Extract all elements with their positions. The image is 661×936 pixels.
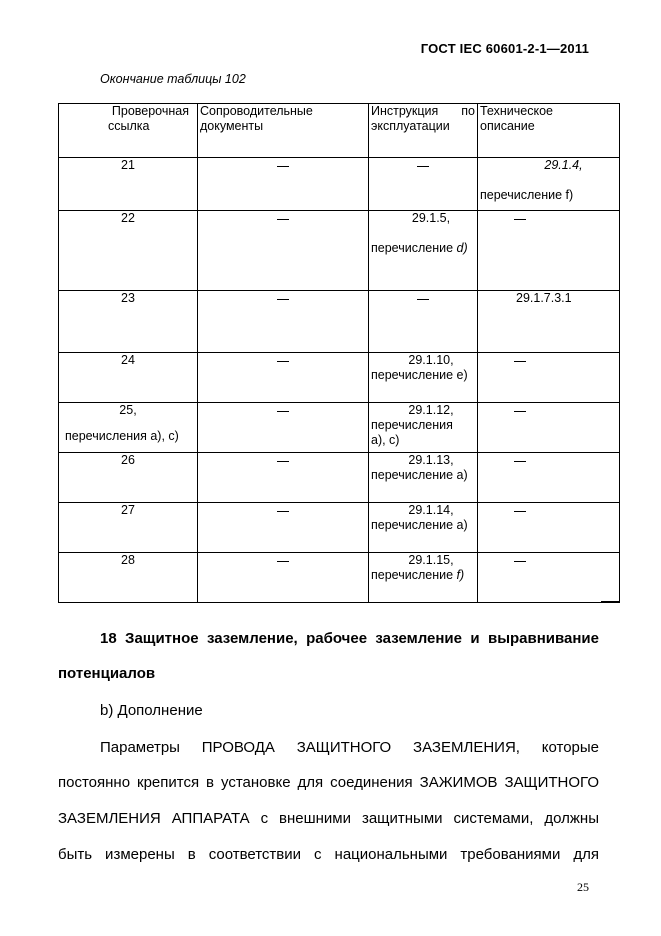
header-accompanying-docs [198,104,369,158]
cell-text: перечисление [371,568,457,582]
dash-cell [369,158,478,211]
ref-cell: 27 [59,503,198,553]
dash-cell [478,353,620,403]
dash-cell [198,211,369,291]
cell-text: d) [456,241,468,255]
dash-mark [417,299,429,300]
dash-mark [277,461,289,462]
cell-text: 29.1.10, [408,353,454,367]
manual-cell [369,503,478,553]
cell-text: 25, [119,403,137,417]
dash-mark [514,561,526,562]
paragraph-line: ЗАЗЕМЛЕНИЯ АППАРАТА с внешними защитными системами, должны [58,810,599,827]
dash-cell [198,353,369,403]
cell-text: 29.1.13, [408,453,454,467]
header-technical-description [478,104,620,158]
dash-mark [277,219,289,220]
manual-cell [369,553,478,603]
section-title-cont: потенциалов [58,665,156,682]
dash-mark [277,166,289,167]
dash-mark [277,511,289,512]
cell-text: перечисление е) [371,368,468,382]
table-caption: Окончание таблицы 102 [100,72,246,86]
cell-text: 29.1.14, [408,503,454,517]
ref-cell: 22 [59,211,198,291]
header-text: Техническое [480,104,553,118]
table-row [59,453,620,503]
cell-text: 29.1.15, [408,553,454,567]
header-text: по [461,104,475,118]
manual-cell [369,403,478,453]
dash-mark [514,361,526,362]
dash-mark [514,461,526,462]
cell-text: f) [456,568,465,582]
dash-mark [277,411,289,412]
cell-text [371,241,475,256]
verification-table [58,103,620,603]
dash-cell [478,403,620,453]
manual-cell [478,158,620,211]
table-row [59,503,620,553]
cell-text: 29.1.5, [411,211,451,225]
dash-cell [478,211,620,291]
table-row [59,403,620,453]
ref-cell: 23 [59,291,198,353]
cell-text: 29.1.4, [544,158,583,172]
header-text: документы [200,119,264,133]
cell-text: а), с) [371,433,400,447]
table-row [59,158,620,211]
dash-mark [277,361,289,362]
table-tail-line [601,601,619,602]
section-title: 18 Защитное заземление, рабочее заземление и выравнивание [100,630,599,647]
table-row [59,291,620,353]
header-text: Сопроводительные [200,104,313,118]
dash-mark [417,166,429,167]
cell-text: 29.1.12, [408,403,454,417]
dash-mark [514,219,526,220]
paragraph-line: Параметры ПРОВОДА ЗАЩИТНОГО ЗАЗЕМЛЕНИЯ, которые [100,739,599,756]
cell-text: перечисление f) [480,188,574,202]
cell-text: перечисления [371,418,453,432]
header-text: Инструкция [371,104,439,118]
subsection-label: b) Дополнение [100,702,203,719]
cell-text [371,568,475,583]
header-text: эксплуатации [371,119,450,133]
dash-mark [277,561,289,562]
ref-cell: 21 [59,158,198,211]
dash-cell [478,553,620,603]
table-header-row [59,104,620,158]
page-number: 25 [577,880,589,894]
dash-cell [478,453,620,503]
manual-cell [369,211,478,291]
dash-cell [198,291,369,353]
cell-text: перечисление [371,241,457,255]
header-text: описание [480,119,535,133]
paragraph-line: быть измерены в соответствии с национальными требованиями для [58,846,599,863]
header-text: ссылка [108,119,150,133]
manual-cell [369,353,478,403]
table-row [59,553,620,603]
manual-cell [369,453,478,503]
ref-cell: 28 [59,553,198,603]
header-verification-ref [59,104,198,158]
ref-cell [59,403,198,453]
paragraph-line: постоянно крепится в установке для соединения ЗАЖИМОВ ЗАЩИТНОГО [58,774,599,791]
table-row [59,211,620,291]
cell-text: перечисление а) [371,468,468,482]
cell-text: перечисления а), с) [65,429,179,443]
ref-cell: 24 [59,353,198,403]
manual-cell: 29.1.7.3.1 [478,291,620,353]
dash-mark [514,411,526,412]
header-text: Проверочная [111,104,189,118]
dash-cell [198,158,369,211]
dash-cell [478,503,620,553]
dash-cell [198,453,369,503]
dash-cell [198,503,369,553]
dash-mark [277,299,289,300]
header-operating-manual [369,104,478,158]
table-row [59,353,620,403]
dash-mark [514,511,526,512]
ref-cell: 26 [59,453,198,503]
header-text-line [371,104,475,119]
cell-text: перечисление а) [371,518,468,532]
dash-cell [369,291,478,353]
dash-cell [198,553,369,603]
document-header: ГОСТ IEC 60601-2-1—2011 [420,41,589,56]
dash-cell [198,403,369,453]
